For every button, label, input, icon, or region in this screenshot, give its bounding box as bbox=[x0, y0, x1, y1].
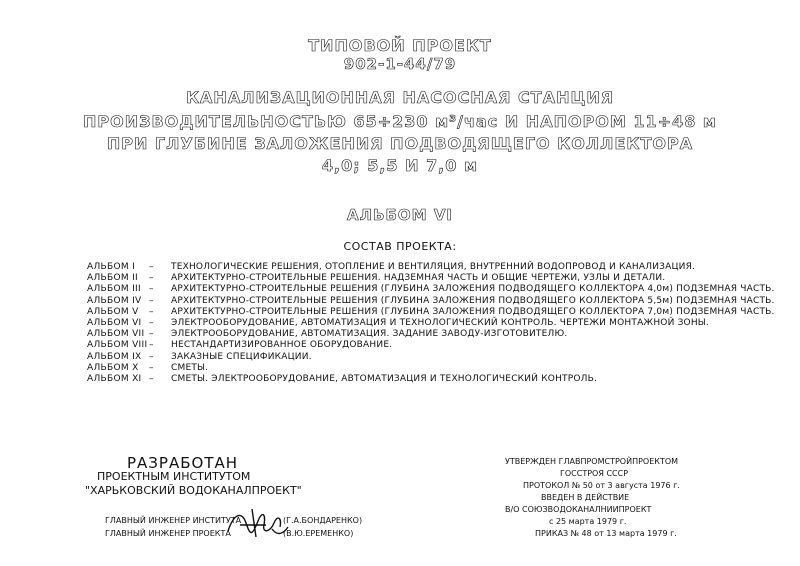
project-number: 902-1-44/79 bbox=[343, 55, 457, 73]
approval-line: ГОССТРОЯ СССР bbox=[560, 469, 629, 478]
signatures-block bbox=[105, 514, 362, 540]
list-item: АЛЬБОМ XI – СМЕТЫ. ЭЛЕКТРООБОРУДОВАНИЕ, АВТОМАТИЗАЦИЯ И ТЕХНОЛОГИЧЕСКИЙ КОНТРОЛЬ. bbox=[87, 373, 598, 384]
album-number: АЛЬБОМ VI bbox=[87, 317, 142, 328]
album-description: НЕСТАНДАРТИЗИРОВАННОЕ ОБОРУДОВАНИЕ. bbox=[171, 340, 393, 351]
album-description: ТЕХНОЛОГИЧЕСКИЕ РЕШЕНИЯ, ОТОПЛЕНИЕ И ВЕНТИЛЯЦИЯ, ВНУТРЕННИЙ ВОДОПРОВОД И КАНАЛИЗАЦИЯ. bbox=[171, 262, 696, 272]
approval-block bbox=[505, 456, 680, 540]
project-depth-line: ПРИ ГЛУБИНЕ ЗАЛОЖЕНИЯ ПОДВОДЯЩЕГО КОЛЛЕКТОРА bbox=[106, 134, 694, 153]
approval-line: ПРОТОКОЛ № 50 от 3 августа 1976 г. bbox=[523, 481, 680, 490]
list-item: АЛЬБОМ VII – ЭЛЕКТРООБОРУДОВАНИЕ, АВТОМАТИЗАЦИЯ. ЗАДАНИЕ ЗАВОДУ-ИЗГОТОВИТЕЛЮ. bbox=[87, 329, 568, 340]
album-description: ЭЛЕКТРООБОРУДОВАНИЕ, АВТОМАТИЗАЦИЯ. ЗАДАНИЕ ЗАВОДУ-ИЗГОТОВИТЕЛЮ. bbox=[171, 329, 568, 340]
list-item: АЛЬБОМ V – АРХИТЕКТУРНО-СТРОИТЕЛЬНЫЕ РЕШЕНИЯ (ГЛУБИНА ЗАЛОЖЕНИЯ ПОДВОДЯЩЕГО КОЛЛЕКТОРА 7,0м) ПОДЗЕМНАЯ ЧАСТЬ. bbox=[87, 306, 775, 317]
doc-type-title: ТИПОВОЙ ПРОЕКТ bbox=[308, 36, 492, 55]
list-item: АЛЬБОМ VIII – НЕСТАНДАРТИЗИРОВАННОЕ ОБОРУДОВАНИЕ. bbox=[87, 340, 393, 351]
list-item: АЛЬБОМ II – АРХИТЕКТУРНО-СТРОИТЕЛЬНЫЕ РЕШЕНИЯ. НАДЗЕМНАЯ ЧАСТЬ И ОБЩИЕ ЧЕРТЕЖИ, УЗЛЫ И ДЕТАЛИ. bbox=[87, 273, 666, 284]
developer-institute: "ХАРЬКОВСКИЙ ВОДОКАНАЛПРОЕКТ" bbox=[85, 484, 302, 497]
album-number: АЛЬБОМ II bbox=[87, 273, 138, 284]
album-number: АЛЬБОМ I bbox=[87, 262, 136, 272]
approval-line: ВВЕДЕН В ДЕЙСТВИЕ bbox=[541, 493, 630, 502]
project-depth-values: 4,0; 5,5 И 7,0 м bbox=[321, 156, 479, 175]
album-description: ЗАКАЗНЫЕ СПЕЦИФИКАЦИИ. bbox=[171, 351, 312, 362]
list-item: АЛЬБОМ X – СМЕТЫ. bbox=[87, 362, 209, 373]
album-number: АЛЬБОМ XI bbox=[87, 373, 142, 384]
developer-line: ПРОЕКТНЫМ ИНСТИТУТОМ bbox=[97, 470, 251, 483]
signature-name: (В.Ю.ЕРЕМЕНКО) bbox=[283, 529, 354, 538]
project-title: КАНАЛИЗАЦИОННАЯ НАСОСНАЯ СТАНЦИЯ bbox=[185, 88, 615, 107]
album-description: АРХИТЕКТУРНО-СТРОИТЕЛЬНЫЕ РЕШЕНИЯ (ГЛУБИНА ЗАЛОЖЕНИЯ ПОДВОДЯЩЕГО КОЛЛЕКТОРА 4,0м) ПОДЗЕМНАЯ ЧАСТЬ. bbox=[171, 284, 775, 295]
list-item: АЛЬБОМ I – ТЕХНОЛОГИЧЕСКИЕ РЕШЕНИЯ, ОТОПЛЕНИЕ И ВЕНТИЛЯЦИЯ, ВНУТРЕННИЙ ВОДОПРОВОД И КАНАЛИЗАЦИЯ. bbox=[87, 262, 696, 272]
signature-role: ГЛАВНЫЙ ИНЖЕНЕР ИНСТИТУТА bbox=[105, 516, 242, 525]
album-description: АРХИТЕКТУРНО-СТРОИТЕЛЬНЫЕ РЕШЕНИЯ (ГЛУБИНА ЗАЛОЖЕНИЯ ПОДВОДЯЩЕГО КОЛЛЕКТОРА 7,0м) ПОДЗЕМНАЯ ЧАСТЬ. bbox=[171, 306, 775, 317]
approval-line: В/О СОЮЗВОДОКАНАЛНИИПРОЕКТ bbox=[505, 505, 652, 514]
album-number: АЛЬБОМ IX bbox=[87, 351, 142, 362]
album-title: АЛЬБОМ VI bbox=[346, 206, 454, 224]
approval-line: УТВЕРЖДЕН ГЛАВПРОМСТРОЙПРОЕКТОМ bbox=[505, 457, 679, 466]
list-item: АЛЬБОМ IX – ЗАКАЗНЫЕ СПЕЦИФИКАЦИИ. bbox=[87, 351, 312, 362]
list-item: АЛЬБОМ VI – ЭЛЕКТРООБОРУДОВАНИЕ, АВТОМАТИЗАЦИЯ И ТЕХНОЛОГИЧЕСКИЙ КОНТРОЛЬ. ЧЕРТЕЖИ МОНТАЖНОЙ ЗОНЫ. bbox=[87, 317, 709, 328]
album-number: АЛЬБОМ X bbox=[87, 362, 139, 373]
signature-role: ГЛАВНЫЙ ИНЖЕНЕР ПРОЕКТА bbox=[105, 529, 231, 538]
album-number: АЛЬБОМ VIII bbox=[87, 340, 148, 351]
list-item: АЛЬБОМ IV – АРХИТЕКТУРНО-СТРОИТЕЛЬНЫЕ РЕШЕНИЯ (ГЛУБИНА ЗАЛОЖЕНИЯ ПОДВОДЯЩЕГО КОЛЛЕКТОРА 5,5м) ПОДЗЕМНАЯ ЧАСТЬ. bbox=[87, 295, 775, 306]
composition-title: СОСТАВ ПРОЕКТА: bbox=[343, 240, 457, 253]
list-item: АЛЬБОМ III – АРХИТЕКТУРНО-СТРОИТЕЛЬНЫЕ РЕШЕНИЯ (ГЛУБИНА ЗАЛОЖЕНИЯ ПОДВОДЯЩЕГО КОЛЛЕКТОРА 4,0м) ПОДЗЕМНАЯ ЧАСТЬ. bbox=[87, 284, 775, 295]
album-number: АЛЬБОМ IV bbox=[87, 295, 142, 306]
album-number: АЛЬБОМ III bbox=[87, 284, 141, 295]
album-number: АЛЬБОМ VII bbox=[87, 329, 145, 340]
project-capacity: ПРОИЗВОДИТЕЛЬНОСТЬЮ 65÷230 м³/час И НАПОРОМ 11÷48 м bbox=[83, 112, 717, 131]
approval-line: с 25 марта 1979 г. bbox=[549, 517, 627, 526]
developer-block bbox=[85, 456, 302, 498]
album-description: АРХИТЕКТУРНО-СТРОИТЕЛЬНЫЕ РЕШЕНИЯ. НАДЗЕМНАЯ ЧАСТЬ И ОБЩИЕ ЧЕРТЕЖИ, УЗЛЫ И ДЕТАЛИ. bbox=[171, 273, 666, 284]
album-description: АРХИТЕКТУРНО-СТРОИТЕЛЬНЫЕ РЕШЕНИЯ (ГЛУБИНА ЗАЛОЖЕНИЯ ПОДВОДЯЩЕГО КОЛЛЕКТОРА 5,5м) ПОДЗЕМНАЯ ЧАСТЬ. bbox=[171, 295, 775, 306]
album-description: СМЕТЫ. ЭЛЕКТРООБОРУДОВАНИЕ, АВТОМАТИЗАЦИЯ И ТЕХНОЛОГИЧЕСКИЙ КОНТРОЛЬ. bbox=[171, 373, 598, 384]
album-description: СМЕТЫ. bbox=[171, 362, 209, 373]
developer-title: РАЗРАБОТАН bbox=[127, 454, 239, 472]
album-number: АЛЬБОМ V bbox=[87, 306, 139, 317]
signature-name: (Г.А.БОНДАРЕНКО) bbox=[283, 516, 363, 525]
album-description: ЭЛЕКТРООБОРУДОВАНИЕ, АВТОМАТИЗАЦИЯ И ТЕХНОЛОГИЧЕСКИЙ КОНТРОЛЬ. ЧЕРТЕЖИ МОНТАЖНОЙ ЗОНЫ. bbox=[171, 317, 709, 328]
approval-line: ПРИКАЗ № 48 от 13 марта 1979 г. bbox=[535, 529, 677, 538]
album-list bbox=[87, 262, 775, 385]
